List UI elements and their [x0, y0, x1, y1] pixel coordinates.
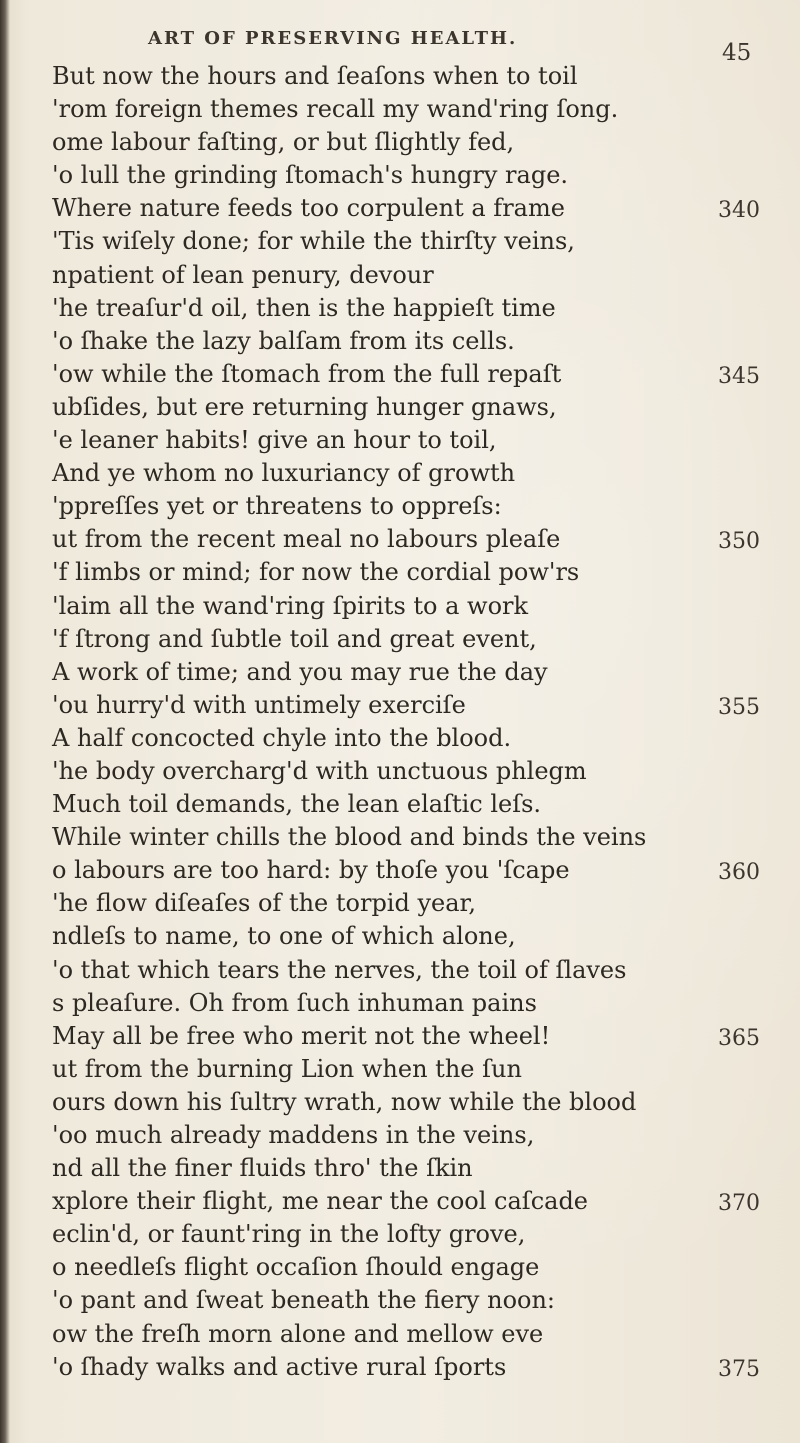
verse-line: May all be free who merit not the wheel!	[52, 1021, 551, 1050]
verse-line: o labours are too hard: by thoſe you 'ſcape	[52, 856, 570, 885]
verse-line: 'laim all the wand'ring ſpirits to a work	[52, 591, 529, 620]
verse-line: s pleaſure. Oh from ſuch inhuman pains	[52, 988, 537, 1017]
verse-line: 'o ſhady walks and active rural ſports	[52, 1352, 507, 1381]
line-number: 345	[718, 363, 760, 389]
verse-line: ome labour faſting, or but ſlightly fed,	[52, 128, 515, 157]
page-number: 45	[722, 40, 752, 66]
verse-line: Much toil demands, the lean elaſtic leſs.	[52, 790, 542, 819]
verse-line: npatient of lean penury, devour	[52, 260, 434, 289]
verse-line: 'o ſhake the lazy balſam from its cells.	[52, 326, 515, 355]
verse-line: ut from the burning Lion when the ſun	[52, 1054, 522, 1083]
verse-line: 'rom foreign themes recall my wand'ring ſong.	[52, 95, 619, 124]
verse-line: ours down his ſultry wrath, now while the blood	[52, 1087, 637, 1116]
verse-line: 'o pant and ſweat beneath the fiery noon:	[52, 1286, 556, 1315]
line-number: 375	[718, 1356, 760, 1382]
verse-line: 'o lull the grinding ſtomach's hungry rage.	[52, 161, 569, 190]
verse-line: xplore their flight, me near the cool caſcade	[52, 1187, 589, 1216]
line-number: 350	[718, 529, 760, 555]
verse-line: 'oo much already maddens in the veins,	[52, 1121, 535, 1149]
verse-line: 'ppreſſes yet or threatens to oppreſs:	[52, 492, 502, 521]
verse-line: nd all the finer fluids thro' the ſkin	[52, 1154, 473, 1183]
verse-line: 'ow while the ſtomach from the full repaſt	[52, 359, 562, 388]
running-header: ART OF PRESERVING HEALTH.	[148, 28, 518, 49]
line-number: 370	[718, 1191, 760, 1217]
verse-line: ndleſs to name, to one of which alone,	[52, 922, 516, 951]
verse-line: 'Tis wiſely done; for while the thirſty veins,	[52, 227, 575, 256]
verse-line: 'ou hurry'd with untimely exerciſe	[52, 690, 466, 719]
line-number: 365	[718, 1025, 760, 1051]
verse-line: ow the freſh morn alone and mellow eve	[52, 1319, 544, 1348]
verse-line: ut from the recent meal no labours pleaſe	[52, 525, 561, 554]
verse-line: eclin'd, or faunt'ring in the lofty grove,	[52, 1220, 526, 1249]
verse-line: 'e leaner habits! give an hour to toil,	[52, 426, 497, 455]
line-number: 340	[718, 198, 760, 224]
verse-line: A half concocted chyle into the blood.	[52, 723, 512, 752]
poem-body	[52, 60, 646, 1384]
verse-line: While winter chills the blood and binds the veins	[52, 823, 647, 852]
verse-line: 'he flow diſeaſes of the torpid year,	[52, 889, 477, 918]
verse-line: 'he body overcharg'd with unctuous phlegm	[52, 756, 587, 785]
verse-line: Where nature feeds too corpulent a frame	[52, 194, 565, 223]
verse-line: 'f ſtrong and ſubtle toil and great event,	[52, 624, 537, 653]
verse-line: A work of time; and you may rue the day	[52, 657, 548, 686]
verse-line: 'o that which tears the nerves, the toil of ſlaves	[52, 955, 627, 984]
verse-line: But now the hours and ſeaſons when to toil	[52, 62, 578, 90]
line-number: 360	[718, 860, 760, 886]
verse-line: 'he treaſur'd oil, then is the happieſt time	[52, 293, 556, 322]
line-number: 355	[718, 694, 760, 720]
verse-line: And ye whom no luxuriancy of growth	[52, 459, 516, 488]
verse-line: ubſides, but ere returning hunger gnaws,	[52, 392, 557, 421]
verse-line: 'f limbs or mind; for now the cordial pow'rs	[52, 558, 580, 587]
binding-gutter	[0, 0, 10, 1443]
verse-line: o needleſs flight occaſion ſhould engage	[52, 1253, 540, 1282]
